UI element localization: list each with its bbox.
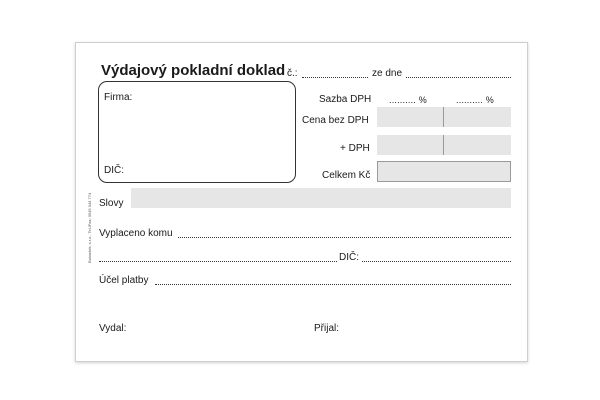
words-field[interactable] bbox=[131, 188, 511, 208]
receipt-form bbox=[75, 42, 528, 362]
side-imprint: Baloušek, s.r.o., Tel./Fax: 0549 044 774 bbox=[87, 192, 92, 263]
net-price-label: Cena bez DPH bbox=[302, 115, 369, 126]
vat-rate-label: Sazba DPH bbox=[319, 94, 372, 105]
paid-to-field[interactable] bbox=[178, 237, 511, 238]
vat-amount-divider bbox=[443, 135, 444, 155]
vat-amount-label: + DPH bbox=[340, 143, 370, 154]
vat-amount-field[interactable] bbox=[377, 135, 511, 155]
words-label: Slovy bbox=[99, 198, 124, 209]
date-label: ze dne bbox=[372, 68, 403, 79]
total-field[interactable] bbox=[377, 161, 511, 182]
paid-to-line-2[interactable] bbox=[99, 261, 337, 262]
issued-by-label: Vydal: bbox=[99, 323, 127, 334]
vat-rate-2-field[interactable]: .......... % bbox=[456, 95, 494, 105]
form-title: Výdajový pokladní doklad bbox=[101, 62, 286, 79]
paid-to-label: Vyplaceno komu bbox=[99, 228, 173, 239]
purpose-field[interactable] bbox=[155, 284, 511, 285]
company-label: Firma: bbox=[104, 92, 133, 103]
recipient-dic-field[interactable] bbox=[362, 261, 511, 262]
date-field[interactable] bbox=[406, 77, 511, 78]
total-label: Celkem Kč bbox=[322, 170, 371, 181]
net-price-divider bbox=[443, 107, 444, 127]
received-by-label: Přijal: bbox=[314, 323, 340, 334]
company-dic-label: DIČ: bbox=[104, 165, 124, 176]
net-price-field[interactable] bbox=[377, 107, 511, 127]
number-field[interactable] bbox=[302, 77, 368, 78]
number-label: č.: bbox=[287, 68, 298, 79]
vat-rate-1-field[interactable]: .......... % bbox=[389, 95, 427, 105]
recipient-dic-label: DIČ: bbox=[339, 252, 359, 263]
purpose-label: Účel platby bbox=[99, 275, 149, 286]
